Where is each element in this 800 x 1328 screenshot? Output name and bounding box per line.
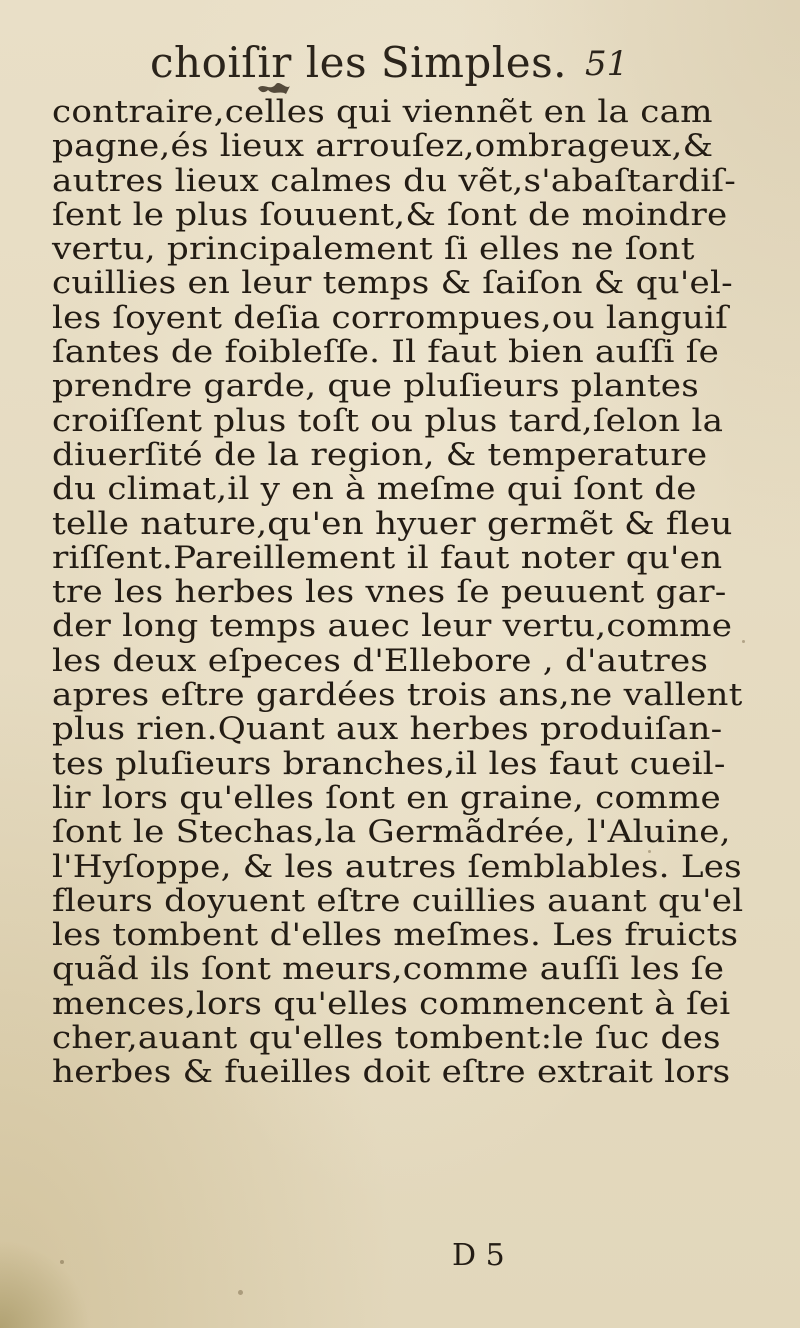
text-line: telle nature,qu'en hyuer germẽt & fleu — [52, 506, 733, 542]
text-line: ſantes de foibleſſe. Il faut bien auſſi ſe — [52, 335, 720, 371]
text-line: du climat,il y en à meſme qui ſont de — [52, 472, 697, 508]
text-line: prendre garde, que pluſieurs plantes — [52, 369, 699, 405]
text-line: riſſent.Pareillement il faut noter qu'en — [52, 540, 723, 576]
page-header — [0, 38, 800, 94]
body-text — [52, 96, 772, 1091]
text-line: diuerſité de la region, & temperature — [52, 437, 708, 473]
text-line: vertu, principalement ſi elles ne ſont — [52, 232, 695, 268]
text-line: pagne,és lieux arrouſez,ombrageux,& — [52, 129, 714, 165]
text-line: quãd ils ſont meurs,comme auſſi les ſe — [52, 952, 725, 988]
text-line: ſent le plus ſouuent,& ſont de moindre — [52, 197, 728, 233]
text-line: ſont le Stechas,la Germãdrée, l'Aluine, — [52, 815, 731, 851]
ink-blot-ornament — [256, 78, 292, 96]
text-line: cuillies en leur temps & ſaiſon & qu'el- — [52, 266, 733, 302]
text-line: les deux eſpeces d'Ellebore , d'autres — [52, 643, 709, 679]
text-line: lir lors qu'elles ſont en graine, comme — [52, 780, 721, 816]
page-footer — [0, 1238, 800, 1278]
text-line: mences,lors qu'elles commencent à ſei — [52, 986, 731, 1022]
text-line: contraire,celles qui viennẽt en la cam — [52, 95, 713, 130]
text-line: plus rien.Quant aux herbes produiſan- — [52, 712, 723, 748]
text-line: cher,auant qu'elles tombent:le ſuc des — [52, 1021, 721, 1057]
text-line: tre les herbes les vnes ſe peuuent gar- — [52, 575, 727, 611]
text-line: apres eſtre gardées trois ans,ne vallent — [52, 678, 743, 714]
paper-speck — [238, 1290, 243, 1295]
paper-speck — [742, 640, 745, 643]
signature-mark: D 5 — [452, 1238, 505, 1273]
text-line: herbes & fueilles doit eſtre extrait lors — [52, 1055, 731, 1091]
text-line: fleurs doyuent eſtre cuillies auant qu'el — [52, 883, 744, 919]
text-line: autres lieux calmes du vẽt,s'abaſtardiſ- — [52, 163, 736, 199]
text-line: les ſoyent deſia corrompues,ou languiſ — [52, 300, 729, 336]
text-line: l'Hyſoppe, & les autres ſemblables. Les — [52, 849, 742, 885]
paper-speck — [648, 850, 651, 853]
text-line: croiſſent plus toſt ou plus tard,ſelon la — [52, 403, 724, 439]
page-number: 51 — [585, 44, 629, 84]
paper-speck — [60, 1260, 64, 1264]
running-head: choiſir les Simples. — [150, 38, 567, 87]
text-line: les tombent d'elles meſmes. Les fruicts — [52, 918, 739, 954]
text-line: der long temps auec leur vertu,comme — [52, 609, 733, 645]
text-line: tes pluſieurs branches,il les faut cueil- — [52, 746, 726, 782]
